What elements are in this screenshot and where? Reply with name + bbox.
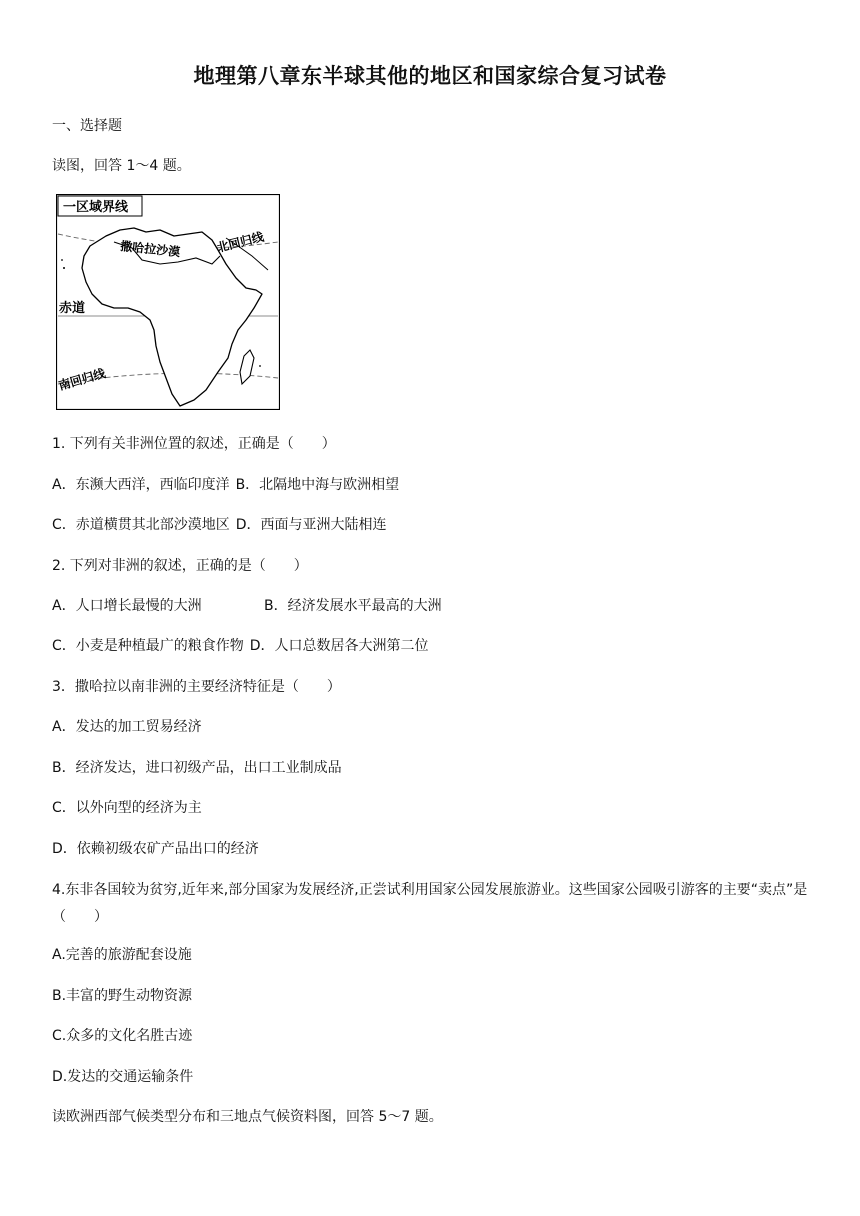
tropic-of-cancer-label: 北回归线 — [215, 229, 266, 255]
reading-instruction-2: 读欧洲西部气候类型分布和三地点气候资料图，回答 5～7 题。 — [52, 1109, 443, 1125]
question-2-options-cd — [52, 636, 429, 656]
map-legend-label: 一区域界线 — [63, 200, 129, 215]
question-3-stem: 3．撒哈拉以南非洲的主要经济特征是（ ） — [52, 679, 341, 695]
page-title: 地理第八章东半球其他的地区和国家综合复习试卷 — [193, 64, 667, 88]
q2-option-c: C．小麦是种植最广的粮食作物 — [52, 638, 244, 654]
q1-option-d: D．西面与亚洲大陆相连 — [235, 517, 387, 533]
q3-option-c: C．以外向型的经济为主 — [52, 800, 202, 816]
q2-option-b: B．经济发展水平最高的大洲 — [264, 598, 442, 614]
q4-option-a: A.完善的旅游配套设施 — [52, 947, 192, 963]
q4-option-d: D.发达的交通运输条件 — [52, 1069, 194, 1085]
africa-map — [56, 194, 280, 410]
question-4-stem: 4.东非各国较为贫穷,近年来,部分国家为发展经济,正尝试利用国家公园发展旅游业。这些国家公园吸引游客的主要“卖点”是（ ） — [52, 882, 808, 925]
q2-option-d: D．人口总数居各大洲第二位 — [249, 638, 429, 654]
q3-option-d: D．依赖初级农矿产品出口的经济 — [52, 841, 259, 857]
q1-option-a: A．东濒大西洋，西临印度洋 — [52, 477, 230, 493]
question-2-stem: 2. 下列对非洲的叙述，正确的是（ ） — [52, 558, 308, 574]
reading-instruction-1: 读图，回答 1～4 题。 — [52, 158, 191, 174]
q2-option-a: A．人口增长最慢的大洲 — [52, 598, 202, 614]
question-1-options-ab — [52, 475, 399, 495]
section-heading: 一、选择题 — [52, 118, 122, 134]
question-2-options-ab — [52, 596, 202, 616]
question-1-options-cd — [52, 515, 387, 535]
q3-option-a: A．发达的加工贸易经济 — [52, 719, 202, 735]
tropic-of-capricorn-label: 南回归线 — [56, 366, 107, 393]
equator-label: 赤道 — [59, 301, 86, 316]
q1-option-b: B．北隔地中海与欧洲相望 — [235, 477, 400, 493]
sahara-label: 撒哈拉沙漠 — [119, 239, 181, 260]
q1-option-c: C．赤道横贯其北部沙漠地区 — [52, 517, 230, 533]
q3-option-b: B．经济发达，进口初级产品，出口工业制成品 — [52, 760, 342, 776]
q4-option-c: C.众多的文化名胜古迹 — [52, 1028, 193, 1044]
q4-option-b: B.丰富的野生动物资源 — [52, 988, 193, 1004]
question-1-stem: 1. 下列有关非洲位置的叙述，正确是（ ） — [52, 436, 336, 452]
